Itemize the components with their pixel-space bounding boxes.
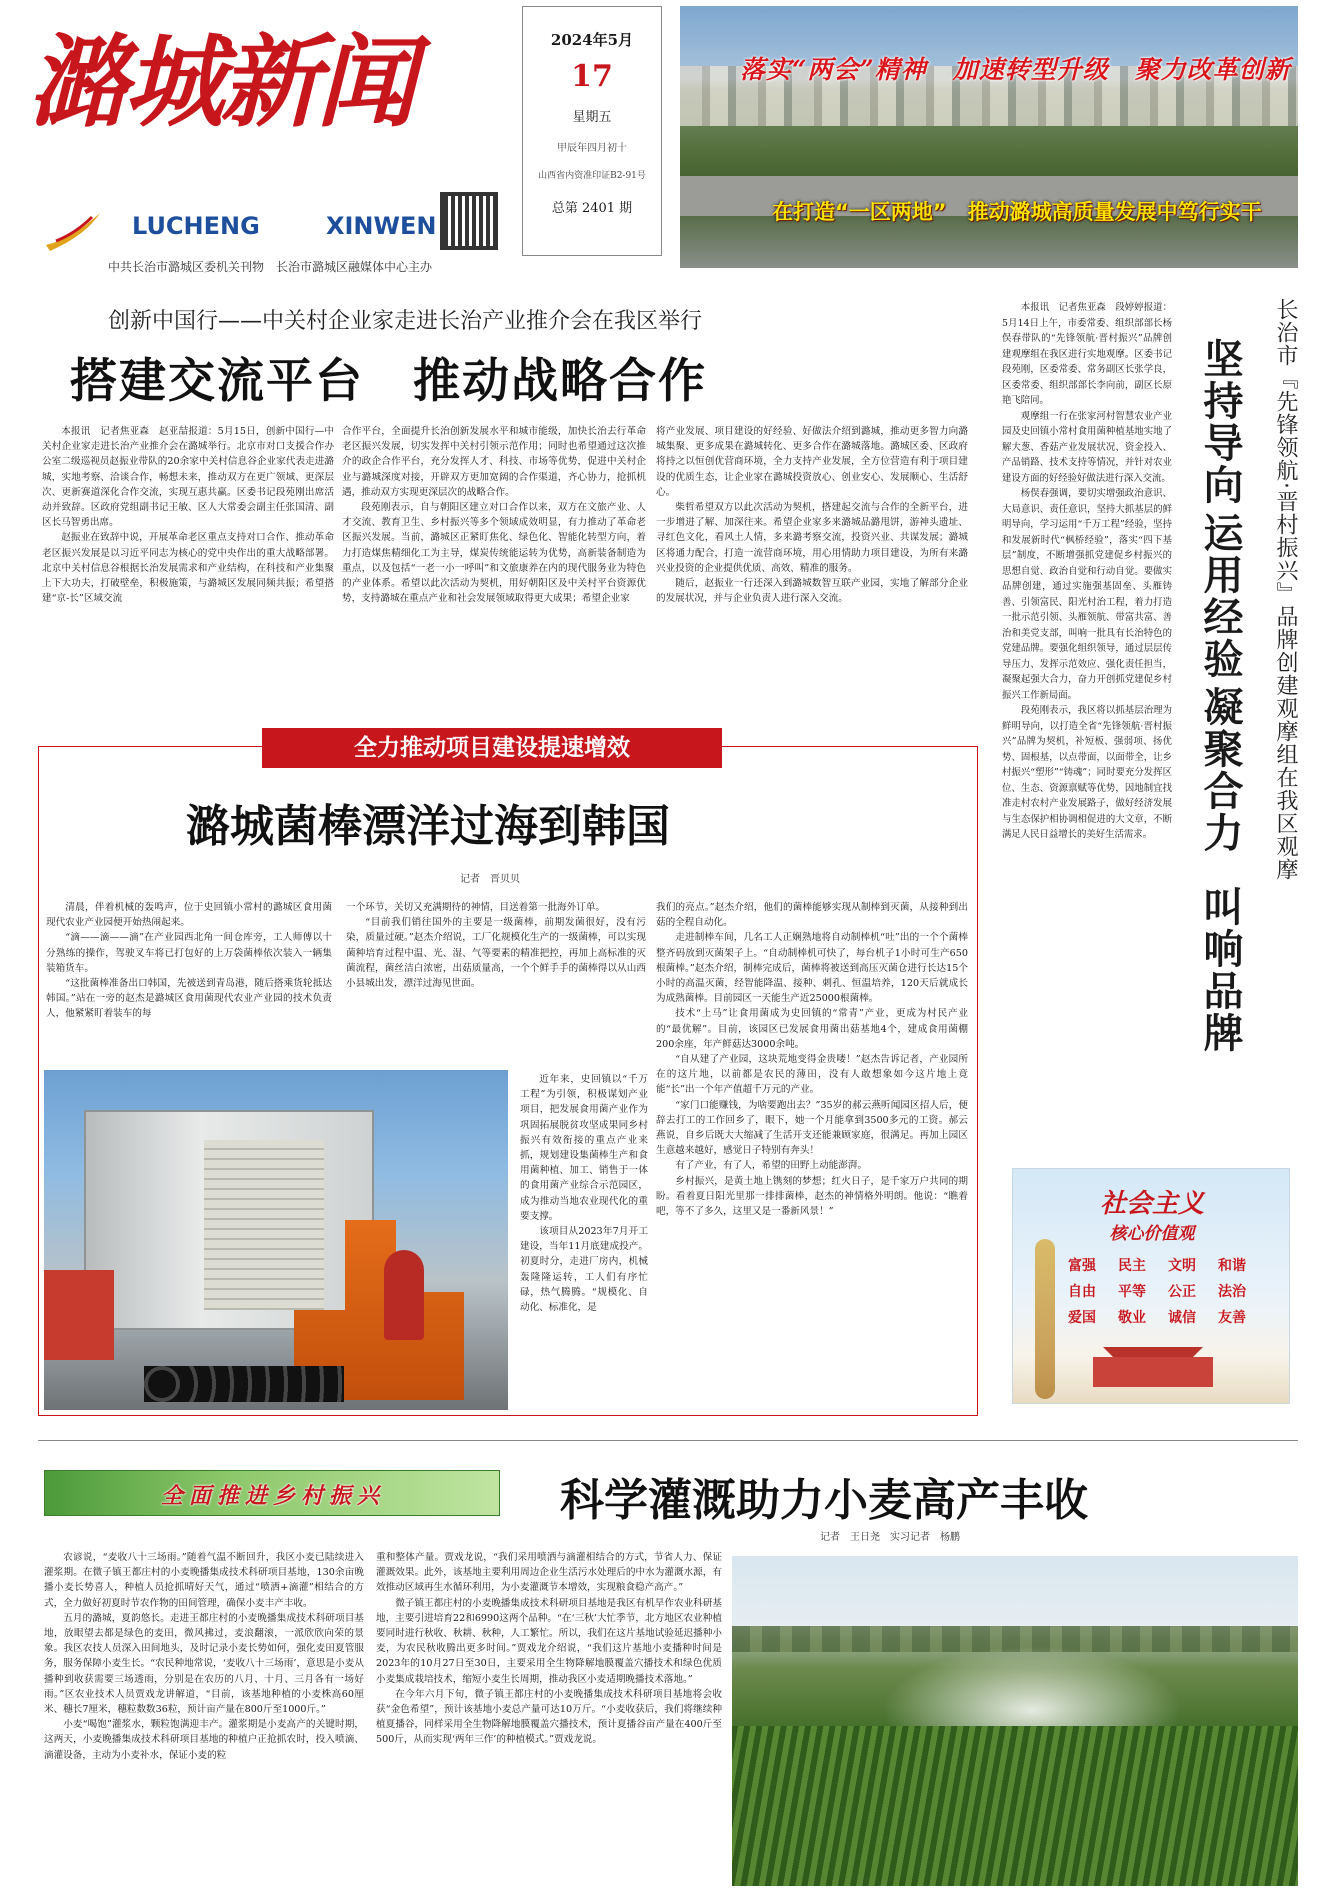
value-item: 诚信 — [1168, 1310, 1196, 1326]
date-day: 17 — [571, 59, 613, 94]
story2-column-1 — [46, 900, 332, 1056]
poster-title: 社会主义 — [1099, 1189, 1204, 1219]
poster-values-grid — [1057, 1255, 1257, 1327]
truck-wheels — [144, 1366, 344, 1402]
value-item: 敬业 — [1118, 1310, 1146, 1326]
cargo-stack — [204, 1140, 324, 1310]
story2-column-2b — [520, 1072, 648, 1412]
paragraph: 微子镇王都庄村的小麦晚播集成技术科研项目基地是我区有机旱作农业科研基地，主要引进培育22和6990这两个品种。“在‘三秋’大忙季节，北方地区农业种植要同时进行秋收、秋耕、秋种，人工繁忙。所以，我们在这片基地试验延迟播种小麦，为农民秋收腾出更多时间。”贾戏龙介绍说，“我们这片基地小麦播种时间是2023年的10月27日至30日，主要采用全生物降解地膜覆盖穴播技术和绿色优质小麦集成栽培技术，缩短小麦生长周期，推动我区小麦适期晚播技术落地。” — [376, 1597, 722, 1685]
story3-headline: 科学灌溉助力小麦高产丰收 — [560, 1475, 1088, 1526]
tiananmen-graphic — [1083, 1347, 1223, 1387]
masthead-pinyin-left: LUCHENG — [132, 212, 260, 240]
story3-section-banner-text: 全面推进乡村振兴 — [160, 1483, 385, 1509]
paragraph: “目前我们销往国外的主要是一级菌棒，前期发菌很好，没有污染，质量过硬。”赵杰介绍说，工厂化规模化生产的一级菌棒，可以实现菌种培育过程中温、光、湿、气等要素的精准把控，再加上高标准的灭菌流程，菌丝洁白浓密，出菇质量高，一个个鲜手手的菌棒得以从山西小县城出发，漂洋过海见世面。 — [346, 917, 646, 990]
paragraph: 观摩组一行在张家河村智慧农业产业园及史回镇小常村食用菌种植基地实地了解大葱、香菇产业发展状况、资金投入、产品销路、技术支持等情况，并针对农业建设方面的好经验好做法进行深入交流。 — [1002, 410, 1172, 484]
lead-headline: 搭建交流平台 推动战略合作 — [70, 354, 707, 409]
sidebar-vertical-kicker: 长治市『先锋领航·晋村振兴』品牌创建观摩组在我区观摩 — [1273, 298, 1298, 881]
masthead-title: 潞城新闻 — [28, 23, 412, 141]
paragraph: “这批菌棒准备出口韩国，先被送到青岛港，随后搭乘货轮抵达韩国。”站在一旁的赵杰是潞城区食用菌现代农业产业园的技术负责人，他紧紧盯着装车的每 — [46, 978, 332, 1020]
story2-section-banner: 全力推动项目建设提速增效 — [262, 728, 722, 768]
value-item: 爱国 — [1068, 1310, 1096, 1326]
banner-photo — [680, 6, 1298, 268]
worker — [384, 1250, 424, 1340]
story3-divider — [38, 1440, 1298, 1441]
truck-cab — [44, 1270, 114, 1360]
paragraph: 将产业发展、项目建设的好经验、好做法介绍到潞城，推动更多智力向潞城集聚、更多成果在潞城转化、更多合作在潞城落地。潞城区委、区政府将持之以恒创优营商环境，全力支持产业发展，全方位营造有利于项目建设的优质生态，让企业家在潞城投资放心、创业安心、发展顺心、生活舒心。 — [656, 426, 968, 498]
banner-slogan: 落实“两会”精神 加速转型升级 聚力改革创新 — [740, 55, 1291, 84]
lead-column-1 — [42, 424, 334, 692]
paragraph: 本报讯 记者焦亚森 段婷婷报道：5月14日上午，市委常委、组织部部长杨俣春带队的“先锋领航·晋村振兴”品牌创建观摩组在我区进行实地观摩。区委书记段苑刚，区委常委、常务副区长张学良，区委常委、组织部部长李向前，副区长原艳飞陪同。 — [1002, 302, 1172, 406]
banner-subtitle: 在打造“一区两地” 推动潞城高质量发展中笃行实干 — [772, 200, 1262, 224]
qr-code-icon — [440, 192, 498, 250]
sidebar-headline — [1184, 338, 1284, 1098]
lead-column-3 — [656, 424, 968, 692]
paragraph: 乡村振兴，是黄土地上镌刻的梦想；红火日子，是千家万户共同的期盼。看着夏日阳光里那一排排菌棒，赵杰的神情格外明朗。他说：“瞧着吧，等不了多久，这里又是一番新风景！” — [656, 1175, 968, 1218]
value-item: 平等 — [1118, 1284, 1146, 1300]
paragraph: “自从建了产业园，这块荒地变得金贵喽！”赵杰告诉记者，产业园所在的这片地，以前都是农民的薄田，没有人敢想象如今这片地上竟能“长”出一个年产值超千万元的产业。 — [656, 1054, 968, 1096]
story2-headline: 潞城菌棒漂洋过海到韩国 — [186, 801, 670, 852]
paragraph: 随后，赵振业一行还深入到潞城数智互联产业园，实地了解部分企业的发展状况，并与企业负责人进行深入交流。 — [656, 578, 968, 605]
sidebar-column — [1002, 300, 1172, 1120]
story3-column-1 — [44, 1550, 364, 1886]
paragraph: 一个环节，关切又充满期待的神情，目送着第一批海外订单。 — [346, 902, 606, 913]
paragraph: “家门口能赚钱，为啥要跑出去？”35岁的郝云燕听闻园区招人后，便辞去打工的工作回乡了，眼下，她一个月能拿到3500多元的工资。郝云燕说，自乡后既大大缩减了生活开支还能兼顾家庭，很满足。再加上园区生意越来越好，感觉日子特别有奔头！ — [656, 1099, 968, 1157]
paragraph: “滴——滴——滴”在产业园西北角一间仓库旁，工人师傅以十分熟练的操作，驾驶叉车将已打包好的上万袋菌棒依次装入一辆集装箱货车。 — [46, 932, 332, 974]
wheat-rows — [732, 1726, 1298, 1886]
paragraph: 段苑刚表示，自与朝阳区建立对口合作以来，双方在文旅产业、人才交流、教育卫生、乡村振兴等多个领域成效明显，有力推动了革命老区振兴发展。当前，潞城区正紧盯焦化、绿色化、智能化转型方向，着力打造煤焦精细化工为主导，煤炭传统能运转为优势，高新装备制造为重点，以及包括“一老一小一呼叫”和文旅康养在内的现代服务业为特色的产业体系。希望以此次活动为契机，用好朝阳区及中关村平台资源优势，支持潞城在重点产业和社会发展领域取得更大成果；希望企业家 — [342, 502, 646, 605]
paragraph: 重和整体产量。贾戏龙说，“我们采用喷洒与滴灌相结合的方式，节省人力、保证灌溉效果。此外，该基地主要利用周边企业生活污水处理后的中水为灌溉水源，有效推动区域再生水循环利用，为小麦灌溉节本增效，实现粮食稳产高产。” — [376, 1552, 722, 1594]
masthead-sponsor: 中共长治市潞城区委机关刊物 长治市潞城区融媒体中心主办 — [108, 260, 433, 274]
paragraph: 农谚说，“麦收八十三场雨。”随着气温不断回升，我区小麦已陆续进入灌浆期。在微子镇王都庄村的小麦晚播集成技术科研项目基地，130余亩晚播小麦长势喜人，种植人员抢抓晴好天气，通过“喷洒+滴灌”相结合的方式，全力做好初夏时节农作物的田间管理，确保小麦丰产丰收。 — [44, 1552, 364, 1609]
sidebar-headline-line: 坚持导向 — [1197, 338, 1243, 506]
story3-byline: 记者 王日尧 实习记者 杨鹏 — [820, 1532, 960, 1543]
story2-column-2 — [346, 900, 646, 1040]
value-item: 富强 — [1068, 1258, 1096, 1274]
value-item: 民主 — [1118, 1258, 1146, 1274]
story2-byline: 记者 晋贝贝 — [460, 874, 520, 885]
paragraph: 赵振业在致辞中说，开展革命老区重点支持对口合作、推动革命老区振兴发展是以习近平同志为核心的党中央作出的重大战略部署。北京中关村信息谷根据长治发展需求和产业结构，在科技和产业集聚上下大功夫，打破壁垒，积极施策，与潞城区发展同频共振；希望搭建“京-长”区域交流 — [42, 532, 334, 605]
value-item: 文明 — [1168, 1258, 1196, 1274]
paragraph: 在今年六月下旬，微子镇王都庄村的小麦晚播集成技术科研项目基地将会收获“金色希望”，预计该基地小麦总产量可达10万斤。“小麦收获后，我们将继续种植夏播谷，同样采用全生物降解地膜覆盖穴播技术，预计夏播谷亩产量在400斤至500斤，从而实现‘两年三作’的种植模式。”贾戏龙说。 — [376, 1688, 722, 1746]
sprinkler-spray — [882, 1646, 1182, 1726]
masthead — [0, 0, 1321, 278]
paragraph: 近年来，史回镇以“千万工程”为引领，积极谋划产业项目，把发展食用菌产业作为巩固拓展脱贫攻坚成果同乡村振兴有效衔接的重点产业来抓，规划建设集菌棒生产和食用菌种植、加工、销售于一体的食用菌产业综合示范园区，成为推动当地农业现代化的重要支撑。 — [520, 1074, 648, 1222]
paragraph: 柴哲希望双方以此次活动为契机，搭建起交流与合作的全新平台，进一步增进了解、加深往来。希望企业家多来潞城品潞甩饼，游神头遗址、寻红色文化，看风土人情，多来潞考察交流，投资兴业、共谋发展；潞城区将通力配合，打造一流营商环境，用心用情助力项目建设，为所有来潞兴业投资的企业提供优质、高效、精准的服务。 — [656, 502, 968, 574]
logo-swoosh-icon — [42, 205, 106, 255]
sidebar-headline-line: 叫响品牌 — [1197, 886, 1243, 1054]
lead-column-2 — [342, 424, 646, 692]
value-item: 自由 — [1068, 1284, 1096, 1300]
truck-loading-photo — [44, 1070, 508, 1410]
paragraph: 技术“上马”让食用菌成为史回镇的“常青”产业，更成为村民产业的“最优解”。目前，该园区已发展食用菌出菇基地4个，建成食用菌棚200余座，年产鲜菇达3000余吨。 — [656, 1008, 968, 1050]
paragraph: 段苑刚表示，我区将以抓基层治理为鲜明导向，以打造全省“先锋领航·晋村振兴”品牌为契机，补短板、强弱项、扬优势、固根基，以点带面，以面带全，让乡村振兴“塑形”“铸魂”；同时要充分发挥区位、生态、资源禀赋等优势，因地制宜找准走村农村产业发展路子，做好经济发展与生态保护相协调相促进的大文章，不断满足人民日益增长的美好生活需求。 — [1002, 705, 1172, 840]
sidebar-headline-line: 凝聚合力 — [1197, 686, 1243, 854]
dove-icon — [1035, 1239, 1055, 1399]
sidebar-headline-line: 运用经验 — [1197, 512, 1243, 680]
story2-column-3 — [656, 900, 968, 1410]
date-box — [522, 6, 662, 256]
masthead-pinyin-right: XINWEN — [326, 212, 437, 240]
paragraph: 小麦“喝饱”灌浆水，颗粒饱满迎丰产。灌浆期是小麦高产的关键时期，这两天，小麦晚播集成技术科研项目基地的种植户正抢抓农时，投入喷滴、滴灌设备，主动为小麦补水，保证小麦的粒 — [44, 1719, 364, 1761]
wheat-irrigation-photo — [732, 1556, 1298, 1886]
story3-column-2 — [376, 1550, 722, 1886]
lead-kicker: 创新中国行——中关村企业家走进长治产业推介会在我区举行 — [108, 309, 703, 334]
poster-subtitle: 核心价值观 — [1109, 1224, 1195, 1244]
paragraph: 杨俣春强调，要切实增强政治意识、大局意识、责任意识，坚持大抓基层的鲜明导向，学习运用“千万工程”经验，坚持和发展新时代“枫桥经验”，落实“四下基层”制度，不断增强抓党建促乡村振兴的思想自觉、政治自觉和行动自觉。要做实品牌创建，通过实施强基固垒、头雁铸善、引领富民、阳光村治工程，着力打造一批示范引领、头雁领航、带富共富、善治和美党支部，叫响一批具有长治特色的党建品牌。要强化组织领导，通过层层传导压力、发挥示范效应、强化责任担当，凝聚起强大合力，奋力开创抓党建促乡村振兴工作新局面。 — [1002, 488, 1172, 701]
core-values-poster — [1012, 1168, 1290, 1404]
date-permit: 山西省内资准印证B2-91号 — [538, 171, 646, 181]
date-weekday: 星期五 — [572, 110, 612, 125]
paragraph: 五月的潞城，夏韵悠长。走进王都庄村的小麦晚播集成技术科研项目基地，放眼望去都是绿色的麦田，微风拂过，麦浪翻滚，一派欣欣向荣的景象。我区农技人员深入田间地头，及时记录小麦长势如何，强化麦田夏管服务，服务保障小麦生长。“农民种地常说，‘麦收八十三场雨’，意思是小麦从播种到收获需要三场透雨，分别是在农历的八月、十月、三月各有一场好雨。”区农业技术人员贾戏龙讲解道，“目前，该基地种植的小麦株高60厘米、穗长7厘米，穗粒数数36粒，预计亩产量在800斤至1000斤。” — [44, 1612, 364, 1716]
paragraph: 我们的亮点。”赵杰介绍，他们的菌棒能够实现从制棒到灭菌，从接种到出菇的全程自动化。 — [656, 902, 968, 929]
paragraph: 清晨，伴着机械的轰鸣声，位于史回镇小常村的潞城区食用菌现代农业产业园便开始热闹起来。 — [46, 902, 332, 929]
issue-number: 总第 2401 期 — [551, 201, 633, 216]
paragraph: 走进制棒车间，几名工人正娴熟地将自动制棒机“吐”出的一个个菌棒整齐码放到灭菌架子上。“自动制棒机可快了，每台机子1小时可生产650根菌棒。”赵杰介绍，制棒完成后，菌棒将被送到高压灭菌仓进行长达15个小时的高温灭菌，经智能降温、接种、刺孔、恒温培养，120天后就成长为成熟菌棒。目前园区一天能生产近25000根菌棒。 — [656, 932, 968, 1005]
value-item: 和谐 — [1218, 1258, 1246, 1274]
value-item: 友善 — [1218, 1310, 1246, 1326]
date-year-month: 2024年5月 — [550, 31, 634, 49]
story3-section-banner — [44, 1470, 500, 1516]
value-item: 公正 — [1168, 1284, 1196, 1300]
paragraph: 有了产业，有了人，希望的田野上动能澎湃。 — [675, 1160, 868, 1172]
paragraph: 本报讯 记者焦亚森 赵亚喆报道：5月15日，创新中国行—中关村企业家走进长治产业推介会在潞城举行。北京市对口支援合作办公室二级巡视员赵振业带队的20余家中关村信息谷企业家代表走进潞城，实地考察、洽谈合作，畅想未来，推动双方在更广领域、更深层次、更新赛道深化合作交流，实现互惠共赢。区委书记段苑刚出席活动并致辞。区政府党组副书记王敏、区人大常委会副主任张国清、副区长马智勇出席。 — [42, 426, 334, 529]
paragraph: 合作平台，全面提升长治创新发展水平和城市能级，加快长治去行革命老区振兴发展，切实发挥中关村引领示范作用；同时也希望通过这次推介的政企合作平台，充分发挥人才、科技、市场等优势，促进中关村企业与潞城深度对接，开辟双方更加宽阔的合作渠道，齐心协力，抢抓机遇，推动双方实现更深层次的战略合作。 — [342, 426, 646, 498]
value-item: 法治 — [1218, 1284, 1246, 1300]
date-lunar: 甲辰年四月初十 — [557, 143, 627, 154]
paragraph: 该项目从2023年7月开工建设，当年11月底建成投产。初夏时分，走进厂房内，机械轰隆隆运转，工人们有序忙碌，热气腾腾。“规模化、自动化、标准化，是 — [520, 1226, 648, 1314]
